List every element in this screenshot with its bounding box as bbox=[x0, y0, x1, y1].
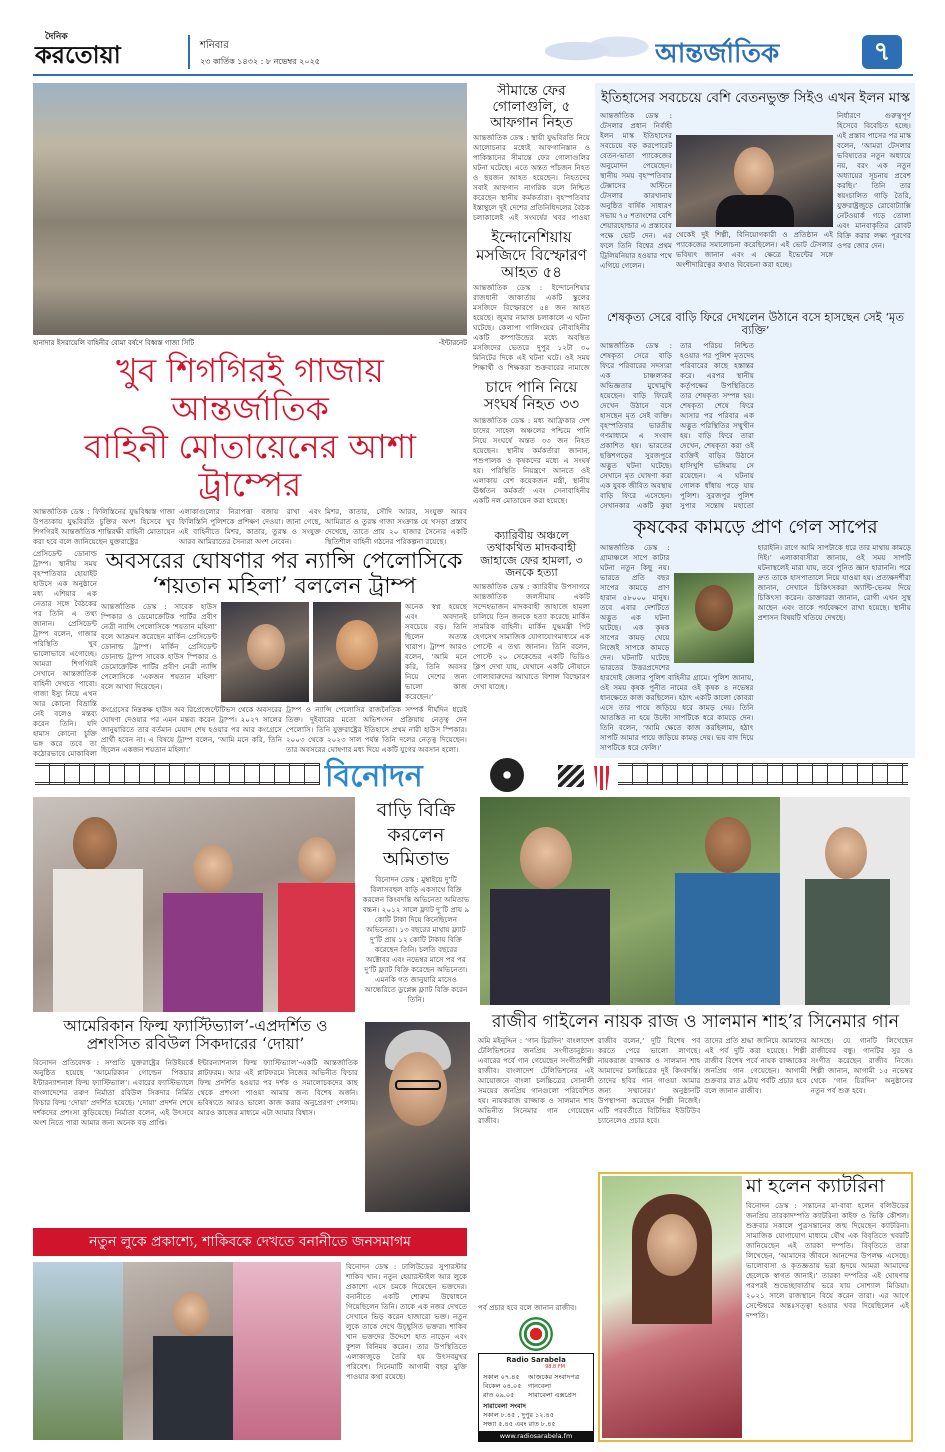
rajib-body-4: আসছে। যে গানটি লিখেছেন রাজীবের বন্ধু। গানটির সুর ও সংগীত করেছেন রাজীব নিজে। শিল্পী জানান, আগামী ১৫ নভেম্বর থেকে ‘গান চিরদিন’ অনুষ্ঠানের নতুন পর্ব শুরু হবে। bbox=[810, 1036, 913, 1096]
brief-headline: ক্যারিবীয় অঞ্চলে তথাকথিত মাদকবাহী জাহাজে ফের হামলা, ৩ জনকে হত্যা bbox=[480, 528, 583, 580]
radio-schedule-row bbox=[483, 1382, 589, 1391]
pelosi-body-3: ট্রাম্প ও ন্যান্সি পেলোসির রাজনৈতিক সম্পর্ক দীর্ঘদিন ধরেই তিক্ত। দুইবারের মতো অভিশংসন প্রক্রিয়ায় নেতৃত্ব দেন পেলোসি। তিনি যুক্তরাষ্ট্রের ইতিহাসে প্রথম নারী হাউস স্পিকার। ২০০৩ থেকে ২০২৩ সাল পর্যন্ত তিনি দলের নেতৃত্ব দিয়েছেন। তার অবসরের ঘোষণার মধ্য দিয়ে একটি যুগের অবসান হলো। bbox=[286, 705, 467, 755]
katrina-photo bbox=[602, 1176, 742, 1438]
pelosi-body-1: আন্তর্জাতিক ডেস্ক : সাবেক হাউস স্পিকার ও ডেমোক্রেটিক পার্টির প্রবীণ নেত্রী ন্যান্সি পেলোসিকে ‘শয়তান মহিলা’ বলে আক্রমণ করেছেন মার্কিন প্রেসিডেন্ট ডোনাল্ড ট্রাম্প। মার্কিন প্রেসিডেন্ট ডোনাল্ড ট্রাম্প সাবেক হাউস স্পিকার ও ডেমোক্রেটিক পার্টির প্রবীণ নেত্রী ন্যান্সি পেলোসিকে ‘একজন শয়তান মহিলা’ বলে আখ্যা দিয়েছেন। bbox=[101, 602, 217, 692]
gaza-headline-1: খুব শিগগিরই গাজায় আন্তর্জাতিক bbox=[116, 351, 384, 428]
pelosi-body-2: কংগ্রেসের নিম্নকক্ষ হাউস অব রিপ্রেজেন্টেটিভস থেকে অবসরের ঘোষণা দেওয়ার পর এমন মন্তব্য করেন ট্রাম্প। ২০২৭ সালের জানুয়ারিতে তার বর্তমান মেয়াদ শেষ হওয়ার পর আর কংগ্রেসে প্রার্থী হবেন না। এ বিষয়ে ট্রাম্প বলেন, ‘আমি মনে করি, তিনি ছিলেন একজন শয়তান মহিলা।’ bbox=[101, 705, 282, 755]
gaza-credit: -ইন্টারনেট bbox=[438, 339, 467, 347]
brief-headline: সীমান্তে ফের গোলাগুলি, ৫ আফগান নিহত bbox=[490, 83, 573, 132]
brief-body: আন্তর্জাতিক ডেস্ক : মধ্য আফ্রিকার দেশ চাদের সাহেল অঞ্চলের পশ্চিমে পানি নিয়ে সংঘর্ষে অন্তত ৩৩ জন নিহত হয়েছেন। স্থানীয় কর্মকর্তারা জানান, পশুপালক ও কৃষকদের মধ্যে এ সংঘর্ষ হয়। পরিস্থিতি নিয়ন্ত্রণে আনতে ওই এলাকায় বেশ কয়েকজন মন্ত্রী, স্থানীয় ঊর্ধ্বতন কর্মকর্তা এবং সেনাবাহিনীর একটি দল মোতায়েন করা হয়েছে। bbox=[473, 415, 590, 505]
gaza-body-3: মিশর, কাতার, সৌদি আরব, সংযুক্ত আরব আমিরাত ও তুরস্ক গাজা সংক্রান্ত যে খসড়া প্রস্তাব দেখেছে, তাতে প্রায় ২০ হাজার সৈন্যের একটি স্থিতিশীল বাহিনী গঠনের পরিকল্পনা রয়েছে। bbox=[325, 506, 467, 546]
snake-body-1-column bbox=[600, 543, 754, 752]
brief-body: আন্তর্জাতিক ডেস্ক : স্থায়ী যুদ্ধবিরতি নিয়ে আলোচনার মধ্যেই আফগানিস্তান ও পাকিস্তানের সীমান্তে ফের গোলাগুলির ঘটনা ঘটেছে। এতে অন্তত পাঁচজন নিহত ও ছয়জন আহত হয়েছেন। নিহতদের সবাই আফগান নাগরিক বলে নিশ্চিত করেছেন স্থানীয় কর্মকর্তারা। বৃহস্পতিবার ইস্তাম্বুলে দুই দেশের প্রতিনিধিদলের বৈঠক চলাকালেই এই সংঘর্ষের খবর পাওয়া bbox=[473, 133, 590, 223]
pelosi-article bbox=[101, 549, 467, 758]
doa-body-1: বিনোদন প্রতিবেদক : সম্প্রতি যুক্তরাষ্ট্রের নিউইয়র্কে অনুষ্ঠিত হয়েছে ‘আমেরিকান গোল্ডেন পিকচার ইন্টারন্যাশনাল ফিল্ম ফ্যাস্টিভ্যাল’। এবারের ফ্যাস্টিভ্যালে বাংলাদেশের তরুণ নির্মাতা রবিউল সিকদার নির্মিত ফিচার ফিল্ম ‘দোয়া’ প্রদর্শিত হয়েছে। ‘দোয়া’ প্রদর্শন শেষে দর্শকদের প্রশংসা কুড়িয়েছে। নির্মাতা বলেন, এই উৎসবে অংশ নিতে পারা আমার জন্য অনেক বড় প্রাপ্তি। bbox=[33, 1057, 194, 1127]
katrina-body: বিনোদন ডেস্ক : সন্তানের মা-বাবা হলেন বলিউডের জনপ্রিয় তারকাদম্পতি ক্যাটরিনা কাইফ ও ভিকি কৌশল। শুক্রবার সকালে পুত্রসন্তানের জন্ম দিয়েছেন ক্যাটরিনা। সামাজিক যোগাযোগ মাধ্যমে যৌথ এক বিবৃতিতে খবরটি জানিয়েছেন এই তারকা দম্পতি। বিবৃতিতে তারা লিখেছেন, ‘আমাদের জীবনে আনন্দের উপলক্ষ এসেছে। ভালোবাসা ও কৃতজ্ঞতায় ভরা হৃদয়ে আমরা আমাদের ছেলেকে স্বাগত জানাই।’ তারকা দম্পতির এই ঘোষণার পরপরই শুভেচ্ছাবার্তায় ভরে যায় সোশ্যাল মিডিয়া। ২০২১ সালে রাজস্থানে বিয়ে করেন তারা। এর আগে সেপ্টেম্বরে অন্তঃসত্ত্বা হওয়ার খবর দিয়েছিলেন এই দম্পতি। bbox=[746, 1200, 909, 1320]
schedule-program: আজকের সংবাদপত্র bbox=[528, 1373, 580, 1381]
brief-body: আন্তর্জাতিক ডেস্ক : ক্যারিবীয় উপসাগরে আন্তর্জাতিক জলসীমায় একটি সন্দেহভাজন মাদকবাহী জাহাজে হামলা চালিয়ে তিন জনকে হত্যা করেছে মার্কিন সামরিক বাহিনী। মার্কিন যুদ্ধমন্ত্রী পিট হেগসেথ সামাজিক যোগাযোগমাধ্যমে এক পোস্টে এ তথ্য জানান। তিনি বলেন, পোস্টে ২০ সেকেন্ডের একটি ভিডিও ক্লিপ দেখা যায়, যেখানে একটি নৌযানে গোলাবারুদের আঘাতে বিশাল বিস্ফোরণ দেখা যাচ্ছে। bbox=[473, 582, 590, 692]
musk-body-3: থেকেই দুই শিল্পী, বিনিয়োগকারী ও প্রতিষ্ঠান এই প্যাকেজের সমালোচনা করেছিলেন। এই ভোট টেসলার ভবিষ্যৎ জানান এবং এ ক্ষেত্রে ইভেন্টের সঙ্গে অংশীদারিত্বের কথাও বিবেচনা করা হচ্ছে। bbox=[676, 229, 833, 269]
schedule-program: গানবেলা bbox=[528, 1382, 551, 1390]
trump-photo bbox=[313, 602, 401, 702]
musk-headline: ইতিহাসের সবচেয়ে বেশি বেতনভুক্ত সিইও এখন ইলন মাস্ক bbox=[601, 90, 910, 106]
radio-url[interactable]: www.radiosarabela.fm bbox=[479, 1431, 593, 1441]
film-strip-right bbox=[618, 763, 908, 785]
radio-freq: 98.8 FM bbox=[545, 1364, 565, 1370]
gaza-headline-2: বাহিনী মোতায়েনের আশা ট্রাম্পের bbox=[84, 426, 416, 504]
musk-photo bbox=[676, 135, 833, 227]
snake-body-2: হারাইনি। রাগে আমি সাপটাকে ধরে তার মাথায় কামড়ে দিই।’ এলাকাবাসীরা জানায়, ওই সময় সাপটি ঘটনাস্থলেই মারা যায়, তবে পুনিত জ্ঞান হারাননি। পরে দ্রুত তাকে হাসপাতালে নিয়ে যাওয়া হয়। প্রত্যক্ষদর্শীরা জানান, সেখানে চিকিৎসকরা অ্যান্টি-ভেনম দিয়ে চিকিৎসা করেন। ডাক্তাররা জানান, রোগী এখন সুস্থ আছেন এবং তাকে পর্যবেক্ষণে রাখা হয়েছে। স্থানীয় প্রশাসন বিষয়টি খতিয়ে দেখছে। bbox=[757, 542, 911, 622]
masthead-logo: করতোয়া bbox=[35, 41, 121, 69]
doa-team-photo bbox=[33, 797, 355, 1012]
amitabh-body: বিনোদন ডেস্ক : মুম্বাইয়ে দু’টি বিলাসবহুল বাড়ি একসাথে বিক্রি করলেন কিংবদন্তি অভিনেতা অমিতাভ বচ্চন। ২০১২ সালে ফ্ল্যাট দু’টি প্রায় ৯ কোটি টাকা দিয়ে কিনেছিলেন অভিনেতা। ১৩ বছরের মাথায় ফ্ল্যাট দু’টি প্রায় ১২ কোটি টাকায় বিক্রি করেছেন তিনি। চলতি বছরের অক্টোবর এবং নভেম্বর মাসে পর পর দু’টি ফ্ল্যাট বিক্রি করেছেন অভিনেতা। এমনকি গত জানুয়ারি মাসেও আন্ধেরিতে ডুপ্লেক্স ফ্ল্যাট বিক্রি করেন তিনি। bbox=[362, 875, 470, 1005]
katrina-box bbox=[598, 1172, 913, 1442]
film-strip-left bbox=[35, 763, 320, 785]
snake-headline: কৃষকের কামড়ে প্রাণ গেল সাপের bbox=[633, 515, 878, 538]
radio-sarabela-ad bbox=[478, 1353, 594, 1442]
masthead bbox=[35, 32, 185, 72]
pelosi-body-4: অনেক স্বপ্ন হয়েছে এবং অবদানই সবচেয়ে বড়। তিনি ছিলেন অত্যন্ত খারাপ। ট্রাম্প আরও বলেন, ‘আমি মনে করি, তিনি অবসর নিয়ে দেশের জন্য ভালো কাজ করেছেন।’ bbox=[405, 602, 467, 702]
radio-schedule-row bbox=[483, 1373, 589, 1382]
radio-brand: Radio Sarabela bbox=[506, 1356, 566, 1364]
world-map-graphic bbox=[545, 30, 650, 72]
musk-body-2: নির্ধারণে গুরুত্বপূর্ণ হিসেবে বিবেচিত হচ্ছে। এই প্রস্তাব পাসের পর মাস্ক বলেন, ‘আমরা টেসলার ভবিষ্যতের নতুন অধ্যায়ে নয়, বরং এক নতুন অধ্যায়ের সূচনায় প্রবেশ করছি।’ তিনি তার স্বয়ংচালিত গাড়ি তৈরি, যুক্তরাষ্ট্রজুড়ে রোবোট্যাক্সি নেটওয়ার্ক গড়ে তোলা এবং মানবাকৃতির রোবট বিক্রি করার লক্ষ্য পূরণের ওপর জোর দেন। bbox=[837, 110, 911, 250]
radio-schedule-row bbox=[483, 1391, 589, 1400]
brief-headline: চাদে পানি নিয়ে সংঘর্ষ নিহত ৩৩ bbox=[483, 378, 580, 414]
amitabh-article bbox=[362, 798, 470, 1016]
schedule-program: সারাবেলা এক্সপ্রেস bbox=[528, 1391, 577, 1399]
doa-headline-2: প্রশংসিত রবিউল সিকদারের ‘দোয়া’ bbox=[86, 1034, 305, 1053]
header-date: ২৩ কার্তিক ১৪৩২ : ৮ নভেম্বর ২০২৫ bbox=[200, 57, 320, 66]
schedule-time: সকাল ০৭.৪৫ bbox=[483, 1373, 520, 1381]
gaza-body-2: এলাকাগুলোর নিরাপত্তা বজায় রাখা এবং ফিলিস্তিনি পুলিশকে প্রশিক্ষণ দেওয়া। জানা গেছে, এই বাহিনীতে মিশর, কাতার, তুরস্ক ও সংযুক্ত আরব আমিরাতের সৈন্যরা অংশ নেবেন। bbox=[179, 506, 321, 546]
doa-body-2: ইন্টারন্যাশনাল ফিল্ম ফ্যাস্টিভ্যাল’-একটি আন্তর্জাতিক প্লাটফরম। আর এই প্লাটফরমে নিজের অভিনীত ফিচার ফিল্ম প্রদর্শিত হওয়ার পর দর্শক ও সমালোচকদের কাছ থেকে প্রশংসা পাওয়া আমার জন্য বিশেষ অর্জন। ভবিষ্যতে আরও ভালো কাজ করার অনুপ্রেরণা পেলাম। আরও কাজের মাধ্যমে এটা আমার বিশ্বাস। bbox=[197, 1057, 358, 1117]
gaza-caption: হানাদার ইসরায়েলি বাহিনীর বোমা বর্ষণে বিধ্বস্ত গাজা সিটি bbox=[33, 339, 195, 347]
doa-headline-1: আমেরিকান ফিল্ম ফ্যাস্টিভ্যাল’-এপ্রদর্শিত ও bbox=[63, 1017, 328, 1035]
musk-body-1: আন্তর্জাতিক ডেস্ক : টেসলার প্রধান নির্বাহী ইলন মাস্ক ইতিহাসের সবচেয়ে বড় করপোরেট বেতন-ভাতা প্যাকেজের অনুমোদন পেয়েছেন। স্থানীয় সময় বৃহস্পতিবার টেক্সাসের অস্টিনে টেসলার কারখানায় অনুষ্ঠিত বার্ষিক সাধারণ সভায় ৭৫ শতাংশের বেশি শেয়ারহোল্ডার এ প্রস্তাবের পক্ষে ভোট দেন। এর ফলে তিনি বিশ্বের প্রথম ট্রিলিয়নিয়ার হওয়ার পথে এগিয়ে গেলেন। bbox=[600, 110, 672, 270]
header-rule bbox=[33, 74, 913, 76]
rajib-body-2: রাজীব বলেন,‘ দুটি বিশেষ পর্ব করতে পেরে ভালো লাগছে। নায়করাজ রাজ্জাক ও সালমান শাহ আমাদের চলচ্চিত্রের দুই কিংবদন্তি। তাদের ছবির গান গাওয়া আমার জন্য সম্মানের।’ অনুষ্ঠানটি উপস্থাপনা করেছেন শিল্পী নিজেই। এটি পরবর্তীতে বিটিভির ইউটিউব চ্যানেলেও প্রচার হবে। bbox=[598, 1036, 701, 1126]
amitabh-headline: বাড়ি বিক্রি করলেন অমিতাভ bbox=[376, 799, 456, 871]
rajib-body-3: তাদের প্রতি শ্রদ্ধা জানিয়ে আমাদের এই পর্ব দুটি করা হয়েছে। শিল্পী রাজীব বিশেষ পর্বে নায়ক রাজ্জাকের জনপ্রিয় গান গেয়েছেন। আগামী শুক্রবার রাত ৯টায় পর্বটি প্রচার হবে বলে জানান রাজীব। bbox=[704, 1036, 807, 1096]
film-reel-icon bbox=[490, 758, 524, 792]
international-panel bbox=[595, 83, 915, 758]
radio-news-times: সন্ধ্যা ৫.৪৫ এবং রাত ৮.৪৫ bbox=[483, 1420, 556, 1428]
schedule-time: বিকেল ০৪.০৫ bbox=[483, 1382, 522, 1390]
gaza-body-4: প্রেসিডেন্ট ডোনাল্ড ট্রাম্প। স্থানীয় সময় বৃহস্পতিবার হোয়াইট হাউসে এক অনুষ্ঠানে মধ্য এশিয়ার এক নেতার সঙ্গে বৈঠকের পর তিনি এ তথ্য জানান। প্রেসিডেন্ট ট্রাম্প বলেন, গাজার পরিস্থিতি খুব ভালোভাবে এগোচ্ছে। আমরা শিগগিরই সেখানে আন্তর্জাতিক বাহিনী দেখতে পাবো। গাজা ইস্যু নিয়ে এখন আর কোনো বিভ্রান্তি নেই বলেও মন্তব্য করেন তিনি। যদি হামাস কোনো চুক্তি ভঙ্গ করে তবে তা কঠোরভাবে মোকাবিলা bbox=[33, 548, 97, 758]
shakib-body: বিনোদন ডেস্ক : ঢালিউডের সুপারস্টার শাকিব খান। নতুন হেয়ারস্টাইল আর লুকে প্রকাশ্যে এসে চমকে দিয়েছেন ভক্তদের। বনানীতে একটি শোরুম উদ্বোধনে গিয়েছিলেন তিনি। তাকে এক নজর দেখতে সেখানে ভিড় করেন হাজারো ভক্ত। নতুন লুকে তাকে দেখে উচ্ছ্বসিত ভক্তরা। শাকিব খান ভক্তদের উদ্দেশে হাত নাড়েন এবং কুশল বিনিময় করেন। তার উপস্থিতিতে এলাকাজুড়ে তৈরি হয় উৎসবমুখর পরিবেশ। সিনেমাটি আগামী বছর মুক্তি পাওয়ার কথা রয়েছে। bbox=[346, 1262, 467, 1381]
schedule-time: রাত ০৯.০৫ bbox=[483, 1391, 515, 1399]
gaza-article bbox=[33, 338, 467, 758]
rajib-headline: রাজীব গাইলেন নায়ক রাজ ও সালমান শাহ’র সিনেমার গান bbox=[491, 1012, 900, 1032]
farmer-photo bbox=[674, 573, 754, 663]
masthead-prefix: দৈনিক bbox=[45, 32, 68, 42]
rajib-body-1: অমি মইনুদ্দিন : ‘গান চিরদিন’ বাংলাদেশ টেলিভিশনের জনপ্রিয় সংগীতানুষ্ঠান। এবারের পর্বে গান গেয়েছেন সংগীতশিল্পী রাজীব। বাংলাদেশ টেলিভিশনের এই আয়োজনে বাংলা চলচ্চিত্রের সোনালী সময়ের জনপ্রিয় গানগুলো পরিবেশিত হয়। নায়করাজ রাজ্জাক ও সালমান শাহ অভিনীত সিনেমার গান গেয়েছেন রাজীব। bbox=[478, 1036, 594, 1126]
dead-man-headline: শেষকৃত্য সেরে বাড়ি ফিরে দেখলেন উঠানে বসে হাসছেন সেই ‘মৃত ব্যক্তি’ bbox=[606, 309, 904, 337]
gaza-photo bbox=[33, 83, 467, 335]
dead-man-body-1: আন্তর্জাতিক ডেস্ক : শেষকৃত্য সেরে বাড়ি ফিরে পরিবারের সদস্যরা এক চাঞ্চল্যকর অভিজ্ঞতার মুখোমুখি হয়েছেন। বাড়ি ফিরেই দেখেন উঠানে বসে হাসছেন মৃত সেই ব্যক্তি। বৃহস্পতিবার ভারতীয় গণমাধ্যমে এ সংবাদ প্রকাশিত হয়। ভারতের ছত্তিশগড়ের সুরজপুরে অদ্ভুত ঘটনা ঘটেছে। সেখানে মৃত ঘোষণা করা এক যুবক জীবিত অবস্থায় বাড়ি ফিরে এসেছেন। সেখানকার একটি কুয়া bbox=[600, 340, 672, 509]
section-title: আন্তর্জাতিক bbox=[655, 39, 780, 69]
page-number: ৭ bbox=[862, 35, 902, 69]
radio-logo-icon bbox=[519, 1317, 553, 1351]
snake-body-1: আন্তর্জাতিক ডেস্ক : গ্রামাঞ্চলে সাপে কাটার ঘটনা নতুন কিছু নয়। ভারতে প্রতি বছর সাপের কামড়ে প্রাণ হারান ৫৮০০০ মানুষ। তবে এবার দেশটিতে অদ্ভুত এক ঘটনা ঘটেছে। এক কৃষক সাপের কামড় খেয়ে নিজেই সাপকে কামড়ে দেন। ঘটনাটি ঘটেছে ভারতের উত্তরপ্রদেশের হারদোই জেলার পুলিশ বাহিনীর গ্রামে। পুলিশ জানায়, ওই সময় কৃষক পুনীত নামের ওই কৃষক ৪ নভেম্বর ধানক্ষেতে কাজ করছিলেন। হঠাৎ একটি কালো কোবরা এসে তার পায়ে জড়িয়ে ধরে কামড় দেয়। তিনি আতঙ্কিত না হয়ে উল্টো সাপটিকে ধরে কামড়ে দেন। তিনি বলেন, ‘আমি ক্ষেতে কাজ করছিলাম, হঠাৎ সাপটি আমার পায়ে জড়িয়ে কামড় দেয়। ভয় বাদ দিয়ে সাপটিকে ধরে ফেলি।’ bbox=[600, 542, 754, 752]
gaza-body-1: আন্তর্জাতিক ডেস্ক : ফিলিস্তিনের যুদ্ধবিধ্বস্ত গাজা উপত্যকায় যুদ্ধবিরতি চুক্তির অংশ হিসেবে খুব শিগগিরই আন্তর্জাতিক শান্তিরক্ষী বাহিনী মোতায়েন করা হবে বলে জানিয়েছেন যুক্তরাষ্ট্রের bbox=[33, 506, 175, 546]
doa-article bbox=[33, 1018, 358, 1223]
entertainment-banner: বিনোদন bbox=[325, 759, 423, 794]
amitabh-photo bbox=[365, 1022, 470, 1212]
radio-news-times: সকাল ৮.৪৫ , দুপুর ১২.৪৫ bbox=[483, 1411, 554, 1419]
header-day: শনিবার bbox=[200, 40, 229, 51]
rajib-actors-photo bbox=[480, 797, 910, 1005]
shakib-banner: নতুন লুকে প্রকাশ্যে, শাকিবকে দেখতে বনানীতে জনসমাগম bbox=[33, 1228, 467, 1256]
briefs-column bbox=[473, 83, 590, 758]
rajib-body-end: পর্ব প্রচার হবে বলে জানান রাজীব। bbox=[478, 1303, 577, 1312]
rajib-article bbox=[478, 1012, 913, 1442]
header-divider bbox=[188, 35, 190, 69]
clapperboard-icon bbox=[558, 765, 584, 787]
popcorn-icon bbox=[594, 760, 610, 790]
brief-body: আন্তর্জাতিক ডেস্ক : ইন্দোনেশিয়ার রাজধানী জাকার্তায় একটি স্কুলের মসজিদে বিস্ফোরণে ৫৪ জন আহত হয়েছে। জুমার নামাজ চলাকালে এ ঘটনা ঘটেছে। কেলাপা গালিংয়ের নৌবাহিনীর একটি কম্পাউন্ডের মধ্যে অবস্থিত মসজিদের ভেতরে দুপুর ১২টা ৩০ মিনিটের দিকে এই ঘটনা ঘটে। ওই সময় শিক্ষার্থী ও শিক্ষকরা শুক্রবারের নামাজে bbox=[473, 283, 590, 373]
pelosi-photo bbox=[221, 602, 309, 702]
pelosi-headline-2: ‘শয়তান মহিলা’ বললেন ট্রাম্প bbox=[151, 574, 417, 600]
radio-news-title: সারাবেলা সংবাদ bbox=[483, 1402, 526, 1410]
pelosi-headline-1: অবসরের ঘোষণার পর ন্যান্সি পেলোসিকে bbox=[105, 548, 463, 574]
shakib-photo bbox=[33, 1262, 341, 1440]
dead-man-body-2: তার পরিচয় নিশ্চিত হওয়ার পর পুলিশ মৃতদেহ পরিবারের কাছে হস্তান্তর করে। এরপর স্থানীয় কর্তৃপক্ষের উপস্থিতিতে তার শেষকৃত্য সম্পন্ন হয়। শেষকৃত্য শেষে ফিরে আসার পর পরিবার এক অদ্ভুত পরিস্থিতির সম্মুখীন হয়। বাড়ি ফিরে তারা দেখেন, শেষকৃত্য করা ওই ব্যক্তিই বাড়ির উঠানে হাসিখুশি ভঙ্গিমায় সে রয়েছেন। এ ঘটনায় গোলক ধাঁধায় পড়ে যায় পুলিশ। সুরজপুর পুলিশ সুপার সন্তোষ মহাতো bbox=[680, 340, 754, 509]
brief-headline: ইন্দোনেশিয়ায় মসজিদে বিস্ফোরণ আহত ৫৪ bbox=[476, 228, 587, 281]
katrina-headline: মা হলেন ক্যাটরিনা bbox=[746, 1175, 885, 1197]
